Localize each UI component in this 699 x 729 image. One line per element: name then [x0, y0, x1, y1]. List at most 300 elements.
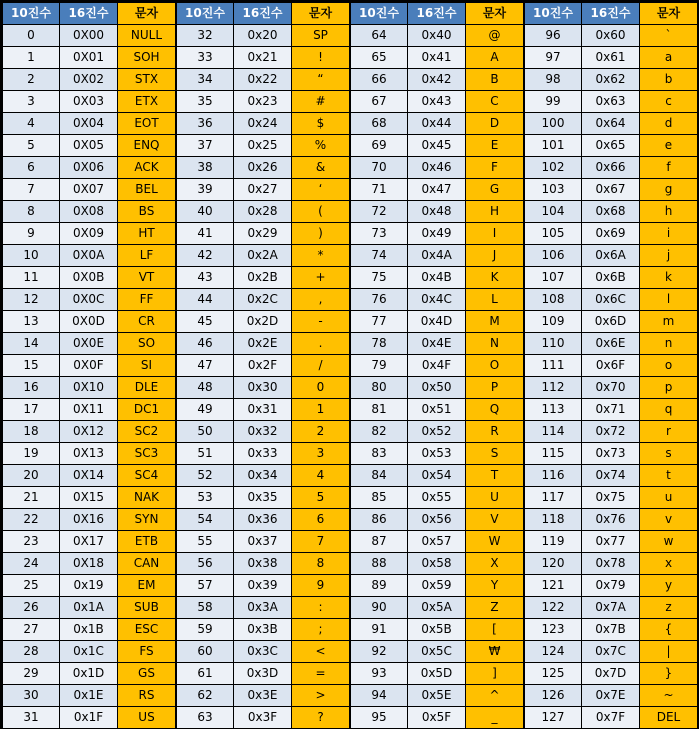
hex-cell: 0x7A	[582, 597, 640, 618]
hex-cell: 0x1F	[60, 707, 118, 728]
table-row	[525, 355, 697, 376]
hex-cell: 0x59	[408, 575, 466, 596]
hex-cell: 0x3F	[234, 707, 292, 728]
table-row	[525, 91, 697, 112]
decimal-cell: 79	[351, 355, 408, 376]
decimal-cell: 100	[525, 113, 582, 134]
header-hex: 16진수	[582, 3, 640, 24]
decimal-cell: 36	[177, 113, 234, 134]
decimal-cell: 89	[351, 575, 408, 596]
table-row	[3, 575, 175, 596]
char-cell: ?	[292, 707, 349, 728]
char-cell: +	[292, 267, 349, 288]
decimal-cell: 34	[177, 69, 234, 90]
hex-cell: 0x38	[234, 553, 292, 574]
table-row	[351, 685, 523, 706]
char-cell: ‘	[292, 179, 349, 200]
decimal-cell: 54	[177, 509, 234, 530]
table-row	[177, 135, 349, 156]
hex-cell: 0x44	[408, 113, 466, 134]
decimal-cell: 70	[351, 157, 408, 178]
header-hex: 16진수	[234, 3, 292, 24]
table-row	[177, 531, 349, 552]
char-cell: D	[466, 113, 523, 134]
hex-cell: 0x31	[234, 399, 292, 420]
char-cell: LF	[118, 245, 175, 266]
hex-cell: 0x3B	[234, 619, 292, 640]
decimal-cell: 26	[3, 597, 60, 618]
header-hex: 16진수	[408, 3, 466, 24]
decimal-cell: 74	[351, 245, 408, 266]
hex-cell: 0x6A	[582, 245, 640, 266]
decimal-cell: 4	[3, 113, 60, 134]
hex-cell: 0x20	[234, 25, 292, 46]
char-cell: 3	[292, 443, 349, 464]
decimal-cell: 27	[3, 619, 60, 640]
decimal-cell: 96	[525, 25, 582, 46]
decimal-cell: 68	[351, 113, 408, 134]
char-cell: P	[466, 377, 523, 398]
hex-cell: 0x64	[582, 113, 640, 134]
char-cell: l	[640, 289, 697, 310]
char-cell: ~	[640, 685, 697, 706]
header-decimal: 10진수	[177, 3, 234, 24]
table-row	[3, 509, 175, 530]
char-cell: e	[640, 135, 697, 156]
table-row	[177, 553, 349, 574]
hex-cell: 0x41	[408, 47, 466, 68]
table-row	[3, 531, 175, 552]
decimal-cell: 52	[177, 465, 234, 486]
hex-cell: 0x50	[408, 377, 466, 398]
char-cell: }	[640, 663, 697, 684]
char-cell: w	[640, 531, 697, 552]
table-row	[177, 289, 349, 310]
decimal-cell: 57	[177, 575, 234, 596]
char-cell: SUB	[118, 597, 175, 618]
char-cell: “	[292, 69, 349, 90]
hex-cell: 0x47	[408, 179, 466, 200]
table-row	[351, 399, 523, 420]
char-cell: NAK	[118, 487, 175, 508]
hex-cell: 0x40	[408, 25, 466, 46]
char-cell: )	[292, 223, 349, 244]
table-row	[351, 707, 523, 728]
decimal-cell: 44	[177, 289, 234, 310]
decimal-cell: 115	[525, 443, 582, 464]
decimal-cell: 127	[525, 707, 582, 728]
decimal-cell: 35	[177, 91, 234, 112]
hex-cell: 0X10	[60, 377, 118, 398]
decimal-cell: 114	[525, 421, 582, 442]
char-cell: y	[640, 575, 697, 596]
hex-cell: 0x72	[582, 421, 640, 442]
hex-cell: 0x71	[582, 399, 640, 420]
table-row	[525, 267, 697, 288]
decimal-cell: 43	[177, 267, 234, 288]
header-row	[177, 3, 349, 24]
char-cell: O	[466, 355, 523, 376]
table-row	[525, 487, 697, 508]
decimal-cell: 40	[177, 201, 234, 222]
hex-cell: 0x25	[234, 135, 292, 156]
char-cell: h	[640, 201, 697, 222]
decimal-cell: 93	[351, 663, 408, 684]
decimal-cell: 82	[351, 421, 408, 442]
table-row	[177, 509, 349, 530]
char-cell: _	[466, 707, 523, 728]
hex-cell: 0x68	[582, 201, 640, 222]
char-cell: :	[292, 597, 349, 618]
char-cell: j	[640, 245, 697, 266]
table-row	[3, 201, 175, 222]
header-char: 문자	[466, 3, 523, 24]
table-row	[3, 707, 175, 728]
decimal-cell: 109	[525, 311, 582, 332]
table-row	[525, 531, 697, 552]
table-row	[177, 355, 349, 376]
char-cell: >	[292, 685, 349, 706]
table-row	[3, 399, 175, 420]
decimal-cell: 23	[3, 531, 60, 552]
char-cell: V	[466, 509, 523, 530]
hex-cell: 0x6D	[582, 311, 640, 332]
hex-cell: 0x51	[408, 399, 466, 420]
decimal-cell: 47	[177, 355, 234, 376]
hex-cell: 0x7C	[582, 641, 640, 662]
hex-cell: 0x46	[408, 157, 466, 178]
hex-cell: 0x30	[234, 377, 292, 398]
char-cell: DC1	[118, 399, 175, 420]
table-row	[177, 47, 349, 68]
char-cell: k	[640, 267, 697, 288]
char-cell: 5	[292, 487, 349, 508]
table-row	[525, 641, 697, 662]
hex-cell: 0x21	[234, 47, 292, 68]
char-cell: i	[640, 223, 697, 244]
header-decimal: 10진수	[525, 3, 582, 24]
table-row	[3, 179, 175, 200]
table-row	[177, 575, 349, 596]
hex-cell: 0x7F	[582, 707, 640, 728]
decimal-cell: 50	[177, 421, 234, 442]
decimal-cell: 58	[177, 597, 234, 618]
hex-cell: 0x54	[408, 465, 466, 486]
decimal-cell: 72	[351, 201, 408, 222]
char-cell: T	[466, 465, 523, 486]
char-cell: v	[640, 509, 697, 530]
char-cell: *	[292, 245, 349, 266]
hex-cell: 0x2C	[234, 289, 292, 310]
decimal-cell: 33	[177, 47, 234, 68]
table-row	[351, 25, 523, 46]
char-cell: g	[640, 179, 697, 200]
decimal-cell: 95	[351, 707, 408, 728]
decimal-cell: 10	[3, 245, 60, 266]
table-row	[525, 25, 697, 46]
decimal-cell: 59	[177, 619, 234, 640]
table-row	[351, 553, 523, 574]
char-cell: ;	[292, 619, 349, 640]
table-row	[3, 157, 175, 178]
header-char: 문자	[292, 3, 349, 24]
table-row	[351, 355, 523, 376]
decimal-cell: 67	[351, 91, 408, 112]
decimal-cell: 113	[525, 399, 582, 420]
table-row	[351, 69, 523, 90]
decimal-cell: 91	[351, 619, 408, 640]
table-row	[525, 575, 697, 596]
char-cell: EM	[118, 575, 175, 596]
table-row	[3, 553, 175, 574]
table-row	[525, 179, 697, 200]
char-cell: VT	[118, 267, 175, 288]
table-row	[3, 311, 175, 332]
char-cell: ]	[466, 663, 523, 684]
table-row	[3, 267, 175, 288]
hex-cell: 0x2F	[234, 355, 292, 376]
table-row	[177, 619, 349, 640]
char-cell: 4	[292, 465, 349, 486]
char-cell: E	[466, 135, 523, 156]
decimal-cell: 61	[177, 663, 234, 684]
char-cell: ^	[466, 685, 523, 706]
decimal-cell: 60	[177, 641, 234, 662]
decimal-cell: 17	[3, 399, 60, 420]
char-cell: CAN	[118, 553, 175, 574]
table-row	[351, 377, 523, 398]
decimal-cell: 24	[3, 553, 60, 574]
char-cell: ACK	[118, 157, 175, 178]
hex-cell: 0x1D	[60, 663, 118, 684]
hex-cell: 0x33	[234, 443, 292, 464]
char-cell: |	[640, 641, 697, 662]
hex-cell: 0x58	[408, 553, 466, 574]
hex-cell: 0x5F	[408, 707, 466, 728]
hex-cell: 0x69	[582, 223, 640, 244]
table-row	[177, 245, 349, 266]
decimal-cell: 62	[177, 685, 234, 706]
hex-cell: 0X14	[60, 465, 118, 486]
char-cell: GS	[118, 663, 175, 684]
hex-cell: 0X0A	[60, 245, 118, 266]
table-row	[3, 663, 175, 684]
table-row	[525, 509, 697, 530]
char-cell: X	[466, 553, 523, 574]
hex-cell: 0x5E	[408, 685, 466, 706]
hex-cell: 0x4C	[408, 289, 466, 310]
table-row	[177, 663, 349, 684]
table-row	[177, 267, 349, 288]
table-row	[177, 91, 349, 112]
hex-cell: 0x1A	[60, 597, 118, 618]
table-row	[351, 597, 523, 618]
decimal-cell: 102	[525, 157, 582, 178]
header-char: 문자	[118, 3, 175, 24]
table-row	[3, 47, 175, 68]
table-row	[525, 135, 697, 156]
char-cell: B	[466, 69, 523, 90]
char-cell: FF	[118, 289, 175, 310]
table-row	[3, 91, 175, 112]
hex-cell: 0x78	[582, 553, 640, 574]
hex-cell: 0x32	[234, 421, 292, 442]
hex-cell: 0x7E	[582, 685, 640, 706]
decimal-cell: 92	[351, 641, 408, 662]
hex-cell: 0x52	[408, 421, 466, 442]
decimal-cell: 1	[3, 47, 60, 68]
decimal-cell: 21	[3, 487, 60, 508]
header-row	[525, 3, 697, 24]
hex-cell: 0x3E	[234, 685, 292, 706]
hex-cell: 0x49	[408, 223, 466, 244]
hex-cell: 0X18	[60, 553, 118, 574]
char-cell: %	[292, 135, 349, 156]
table-block-3	[351, 0, 523, 729]
hex-cell: 0x56	[408, 509, 466, 530]
hex-cell: 0x7B	[582, 619, 640, 640]
header-hex: 16진수	[60, 3, 118, 24]
char-cell: F	[466, 157, 523, 178]
decimal-cell: 103	[525, 179, 582, 200]
table-row	[177, 69, 349, 90]
decimal-cell: 46	[177, 333, 234, 354]
hex-cell: 0x39	[234, 575, 292, 596]
hex-cell: 0x62	[582, 69, 640, 90]
hex-cell: 0X0D	[60, 311, 118, 332]
table-row	[3, 443, 175, 464]
char-cell: EOT	[118, 113, 175, 134]
decimal-cell: 53	[177, 487, 234, 508]
table-block-1	[3, 0, 175, 729]
decimal-cell: 80	[351, 377, 408, 398]
decimal-cell: 101	[525, 135, 582, 156]
hex-cell: 0x2A	[234, 245, 292, 266]
hex-cell: 0x29	[234, 223, 292, 244]
decimal-cell: 22	[3, 509, 60, 530]
decimal-cell: 85	[351, 487, 408, 508]
char-cell: q	[640, 399, 697, 420]
table-row	[177, 641, 349, 662]
decimal-cell: 104	[525, 201, 582, 222]
decimal-cell: 55	[177, 531, 234, 552]
char-cell: r	[640, 421, 697, 442]
table-row	[177, 443, 349, 464]
table-row	[525, 113, 697, 134]
table-row	[177, 201, 349, 222]
decimal-cell: 126	[525, 685, 582, 706]
char-cell: SC3	[118, 443, 175, 464]
char-cell: H	[466, 201, 523, 222]
hex-cell: 0x45	[408, 135, 466, 156]
hex-cell: 0x1E	[60, 685, 118, 706]
char-cell: FS	[118, 641, 175, 662]
char-cell: .	[292, 333, 349, 354]
char-cell: N	[466, 333, 523, 354]
char-cell: x	[640, 553, 697, 574]
hex-cell: 0X04	[60, 113, 118, 134]
hex-cell: 0x65	[582, 135, 640, 156]
table-row	[525, 201, 697, 222]
table-row	[351, 333, 523, 354]
table-row	[3, 685, 175, 706]
table-row	[525, 377, 697, 398]
hex-cell: 0x34	[234, 465, 292, 486]
table-row	[525, 333, 697, 354]
decimal-cell: 112	[525, 377, 582, 398]
char-cell: 7	[292, 531, 349, 552]
table-row	[351, 487, 523, 508]
hex-cell: 0x26	[234, 157, 292, 178]
table-row	[525, 289, 697, 310]
char-cell: 9	[292, 575, 349, 596]
decimal-cell: 64	[351, 25, 408, 46]
hex-cell: 0x28	[234, 201, 292, 222]
table-row	[351, 663, 523, 684]
char-cell: t	[640, 465, 697, 486]
table-row	[3, 25, 175, 46]
decimal-cell: 71	[351, 179, 408, 200]
hex-cell: 0x5D	[408, 663, 466, 684]
decimal-cell: 107	[525, 267, 582, 288]
table-row	[177, 685, 349, 706]
decimal-cell: 120	[525, 553, 582, 574]
char-cell: [	[466, 619, 523, 640]
decimal-cell: 45	[177, 311, 234, 332]
hex-cell: 0X00	[60, 25, 118, 46]
decimal-cell: 123	[525, 619, 582, 640]
char-cell: NULL	[118, 25, 175, 46]
decimal-cell: 15	[3, 355, 60, 376]
hex-cell: 0X15	[60, 487, 118, 508]
char-cell: Y	[466, 575, 523, 596]
table-row	[177, 597, 349, 618]
char-cell: m	[640, 311, 697, 332]
table-row	[177, 421, 349, 442]
char-cell: ,	[292, 289, 349, 310]
char-cell: BS	[118, 201, 175, 222]
header-char: 문자	[640, 3, 697, 24]
hex-cell: 0x22	[234, 69, 292, 90]
char-cell: SYN	[118, 509, 175, 530]
table-row	[177, 465, 349, 486]
decimal-cell: 108	[525, 289, 582, 310]
table-row	[351, 641, 523, 662]
header-row	[3, 3, 175, 24]
decimal-cell: 30	[3, 685, 60, 706]
decimal-cell: 119	[525, 531, 582, 552]
char-cell: z	[640, 597, 697, 618]
hex-cell: 0X17	[60, 531, 118, 552]
table-row	[177, 179, 349, 200]
table-row	[3, 289, 175, 310]
char-cell: CR	[118, 311, 175, 332]
table-row	[351, 113, 523, 134]
decimal-cell: 94	[351, 685, 408, 706]
char-cell: `	[640, 25, 697, 46]
char-cell: RS	[118, 685, 175, 706]
table-row	[177, 399, 349, 420]
char-cell: BEL	[118, 179, 175, 200]
hex-cell: 0x6E	[582, 333, 640, 354]
header-row	[351, 3, 523, 24]
table-row	[3, 355, 175, 376]
decimal-cell: 98	[525, 69, 582, 90]
table-row	[351, 531, 523, 552]
char-cell: J	[466, 245, 523, 266]
table-row	[351, 223, 523, 244]
hex-cell: 0X08	[60, 201, 118, 222]
